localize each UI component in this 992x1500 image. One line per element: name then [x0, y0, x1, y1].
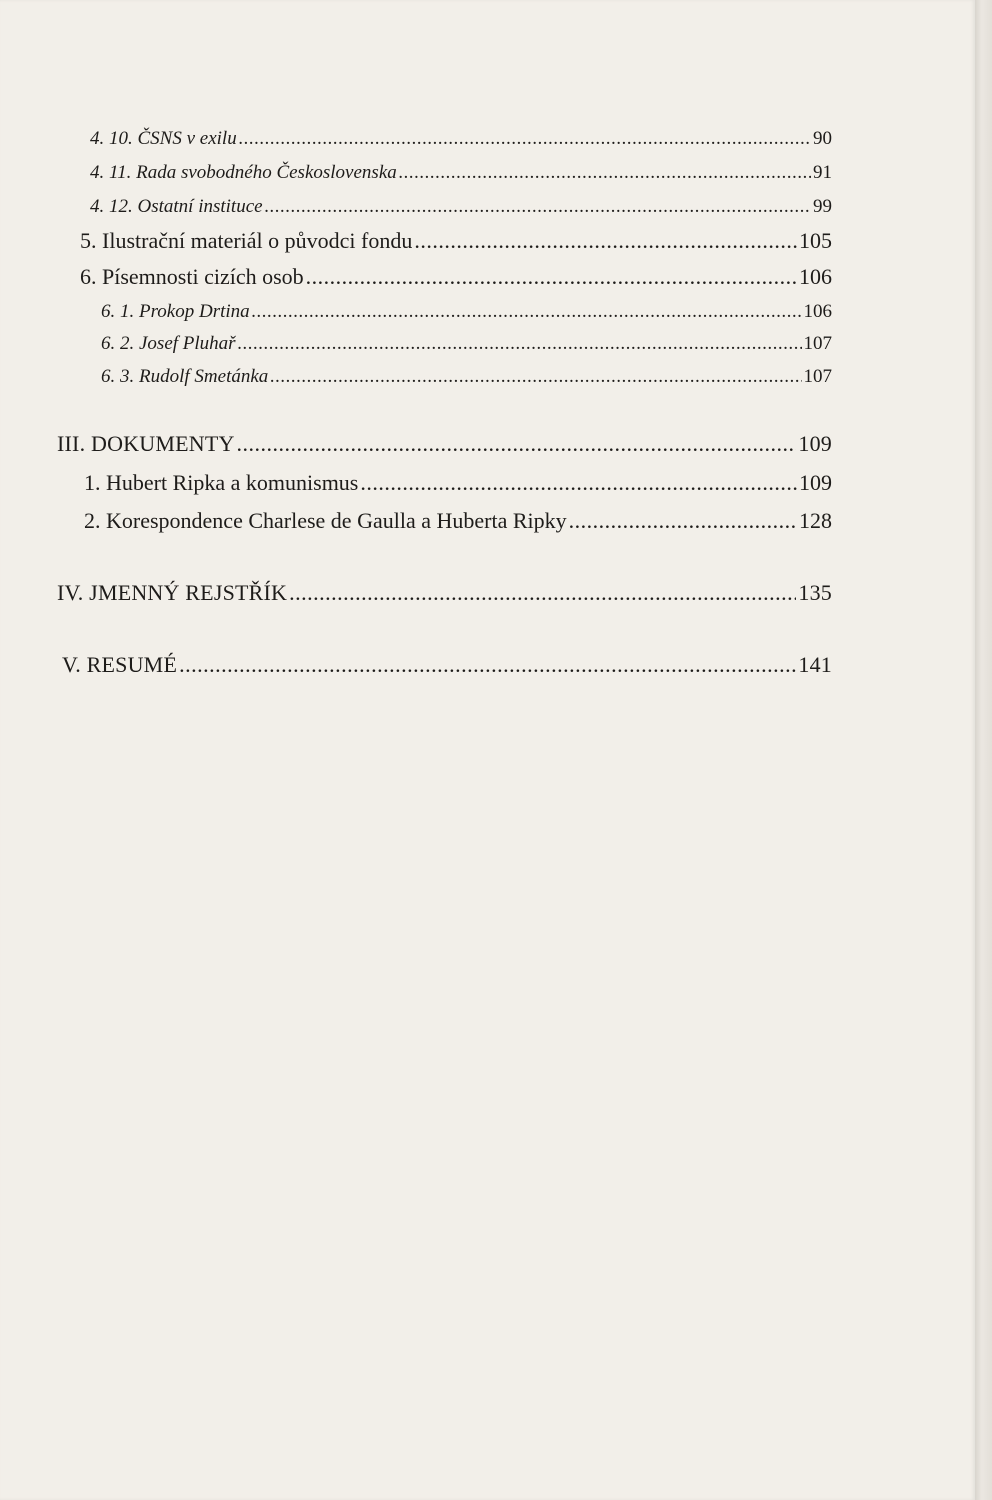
- toc-entry-title: 4. 10. ČSNS v exilu: [90, 128, 237, 149]
- toc-entry-title: 6. Písemnosti cizích osob: [80, 264, 304, 289]
- toc-entry: [101, 366, 832, 388]
- toc-section-page: 109: [798, 431, 832, 456]
- toc-entry-page: 99: [813, 196, 832, 217]
- toc-leader-dots: [252, 301, 802, 323]
- toc-section-title: IV. JMENNÝ REJSTŘÍK: [57, 580, 288, 605]
- toc-entry: [90, 128, 832, 150]
- toc-section: [62, 652, 832, 678]
- toc-leader-dots: [270, 366, 801, 388]
- toc-section-title: V. RESUMÉ: [62, 652, 178, 677]
- toc-entry-title: 2. Korespondence Charlese de Gaulla a Huberta Ripky: [84, 508, 567, 533]
- toc-entry-title: 4. 11. Rada svobodného Československa: [90, 162, 397, 183]
- toc-leader-dots: [569, 508, 797, 534]
- toc-leader-dots: [360, 470, 797, 496]
- toc-entry-page: 128: [799, 508, 832, 533]
- toc-section-page: 135: [798, 580, 832, 605]
- toc-entry-page: 105: [799, 228, 832, 253]
- toc-section-title: III. DOKUMENTY: [57, 431, 235, 456]
- toc-entry: [80, 228, 832, 254]
- toc-leader-dots: [306, 264, 797, 290]
- toc-entry: [101, 333, 832, 355]
- toc-entry: [101, 301, 832, 323]
- toc-entry: [80, 264, 832, 290]
- toc-entry-title: 6. 1. Prokop Drtina: [101, 301, 250, 322]
- toc-entry-title: 6. 3. Rudolf Smetánka: [101, 366, 269, 387]
- toc-entry-page: 106: [803, 301, 832, 322]
- toc-entry-title: 1. Hubert Ripka a komunismus: [84, 470, 359, 495]
- toc-leader-dots: [237, 431, 797, 457]
- toc-leader-dots: [399, 162, 811, 184]
- toc-section-page: 141: [798, 652, 832, 677]
- toc-entry-page: 91: [813, 162, 832, 183]
- toc-leader-dots: [179, 652, 796, 678]
- toc-entry: [90, 162, 832, 184]
- toc-entry-title: 6. 2. Josef Pluhař: [101, 333, 236, 354]
- toc-leader-dots: [265, 196, 811, 218]
- toc-entry-title: 4. 12. Ostatní instituce: [90, 196, 263, 217]
- toc-entry-title: 5. Ilustrační materiál o původci fondu: [80, 228, 413, 253]
- toc-leader-dots: [238, 333, 802, 355]
- toc-leader-dots: [239, 128, 811, 150]
- toc-entry-page: 107: [803, 366, 832, 387]
- toc-entry-page: 90: [813, 128, 832, 149]
- toc-section: [57, 580, 832, 606]
- toc-leader-dots: [289, 580, 796, 606]
- toc-entry: [84, 470, 832, 496]
- toc-entry-page: 107: [803, 333, 832, 354]
- toc-entry: [90, 196, 832, 218]
- page-edge: [975, 0, 992, 1500]
- toc-leader-dots: [414, 228, 797, 254]
- toc-entry-page: 109: [799, 470, 832, 495]
- toc-section: [57, 431, 832, 457]
- toc-entry-page: 106: [799, 264, 832, 289]
- toc-entry: [84, 508, 832, 534]
